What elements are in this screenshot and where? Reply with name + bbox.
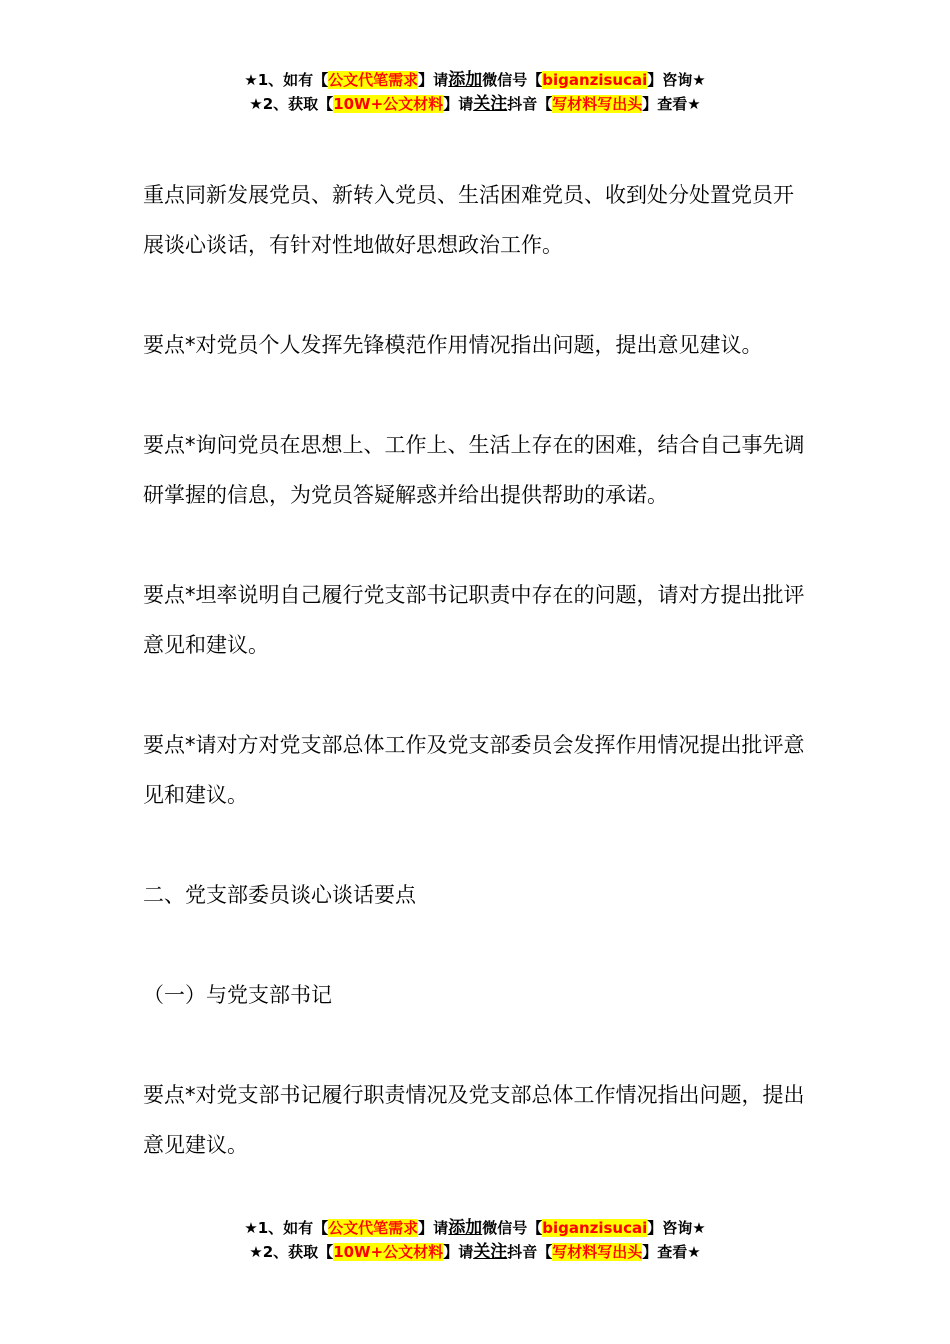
document-body: [143, 170, 808, 1220]
footer-banner: [0, 1216, 950, 1264]
paragraph: 要点*请对方对党支部总体工作及党支部委员会发挥作用情况提出批评意见和建议。: [143, 733, 805, 807]
account-highlight: 写材料写出头: [552, 1243, 643, 1261]
resource-highlight: 10W+公文材料: [333, 95, 444, 113]
star-icon: ★: [244, 1219, 258, 1237]
banner-line-2: ★2、获取【10W+公文材料】请关注抖音【写材料写出头】查看★: [249, 94, 701, 114]
account-highlight: 写材料写出头: [552, 95, 643, 113]
wechat-id-highlight: biganzisucai: [542, 71, 648, 89]
star-icon: ★: [249, 95, 263, 113]
action-emphasis: 添加: [448, 70, 483, 90]
banner-line-1: ★1、如有【公文代笔需求】请添加微信号【biganzisucai】咨询★: [244, 70, 706, 90]
star-icon: ★: [687, 1243, 701, 1261]
section-heading: 二、党支部委员谈心谈话要点: [143, 883, 416, 907]
subsection-heading: （一）与党支部书记: [143, 983, 332, 1007]
wechat-id-highlight: biganzisucai: [542, 1219, 648, 1237]
service-highlight: 公文代笔需求: [328, 71, 419, 89]
star-icon: ★: [249, 1243, 263, 1261]
action-emphasis: 关注: [473, 94, 508, 114]
banner-line-1: ★1、如有【公文代笔需求】请添加微信号【biganzisucai】咨询★: [244, 1218, 706, 1238]
star-icon: ★: [687, 95, 701, 113]
header-banner: [0, 68, 950, 116]
paragraph: 要点*坦率说明自己履行党支部书记职责中存在的问题，请对方提出批评意见和建议。: [143, 583, 805, 657]
star-icon: ★: [244, 71, 258, 89]
star-icon: ★: [692, 1219, 706, 1237]
resource-highlight: 10W+公文材料: [333, 1243, 444, 1261]
paragraph: 要点*对党支部书记履行职责情况及党支部总体工作情况指出问题，提出意见建议。: [143, 1083, 805, 1157]
paragraph: 重点同新发展党员、新转入党员、生活困难党员、收到处分处置党员开展谈心谈话，有针对性地做好思想政治工作。: [143, 183, 794, 257]
service-highlight: 公文代笔需求: [328, 1219, 419, 1237]
action-emphasis: 关注: [473, 1242, 508, 1262]
action-emphasis: 添加: [448, 1218, 483, 1238]
paragraph: 要点*询问党员在思想上、工作上、生活上存在的困难，结合自己事先调研掌握的信息，为党员答疑解惑并给出提供帮助的承诺。: [143, 433, 805, 507]
banner-line-2: ★2、获取【10W+公文材料】请关注抖音【写材料写出头】查看★: [249, 1242, 701, 1262]
star-icon: ★: [692, 71, 706, 89]
paragraph: 要点*对党员个人发挥先锋模范作用情况指出问题，提出意见建议。: [143, 333, 763, 357]
